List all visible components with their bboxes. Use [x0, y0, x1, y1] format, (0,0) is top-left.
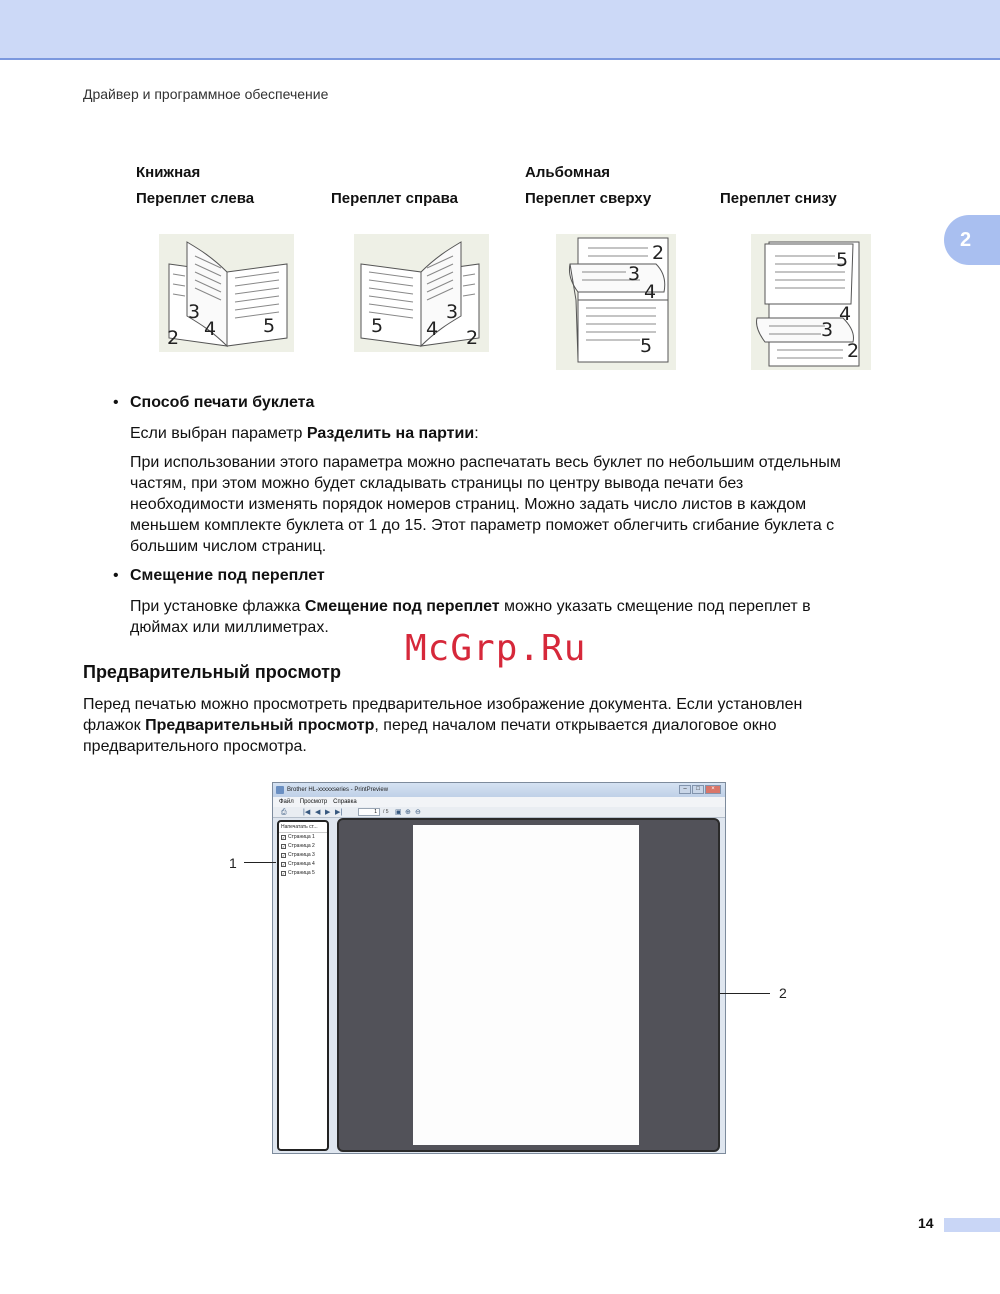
menu-view[interactable]: Просмотр: [299, 799, 328, 805]
digit-3: 3: [188, 301, 201, 323]
page-number-band: [944, 1218, 1000, 1232]
page-checkbox[interactable]: ✓: [282, 844, 286, 849]
booklet-body: При использовании этого параметра можно распечатать весь буклет по небольшим отдельным частям, при этом можно будет складывать страницы по центру вывода печати без необходимости изменять порядок номеров страниц. Можно задать число листов в каждом меньшем комплекте буклета от 1 до 15. Этот параметр поможет облегчить сгибание буклета с большим числом страниц.: [130, 454, 841, 555]
menubar: [273, 797, 725, 807]
window-title-bar: [273, 783, 725, 797]
binding-top-label: Переплет сверху: [525, 190, 652, 207]
page-checkbox[interactable]: ✓: [282, 871, 286, 876]
binding-left-label: Переплет слева: [136, 190, 255, 207]
fit-page-icon[interactable]: ▣: [395, 809, 402, 816]
gutter-offset-body: При установке флажка Смещение под переплет можно указать смещение под переплет в дюймах или миллиметрах.: [130, 598, 811, 636]
zoom-in-icon[interactable]: ⊕: [405, 809, 411, 816]
binding-bottom-illustration: [751, 234, 871, 370]
digit-2: 2: [652, 242, 665, 264]
watermark: McGrp.Ru: [405, 628, 587, 669]
gutter-offset-title: • Смещение под переплет: [113, 567, 325, 584]
pane-header: Напечатать ст...: [279, 822, 327, 833]
digit-3: 3: [446, 301, 459, 323]
page-checkbox[interactable]: ✓: [282, 853, 286, 858]
digit-2: 2: [466, 327, 479, 349]
binding-right-label: Переплет справа: [331, 190, 458, 207]
callout-1: 1: [229, 855, 237, 871]
page-item-5[interactable]: ✓ Страница 5: [282, 870, 315, 876]
menu-help[interactable]: Справка: [333, 799, 357, 805]
print-preview-window: [272, 782, 726, 1154]
minimize-button[interactable]: –: [679, 785, 691, 794]
running-head: Драйвер и программное обеспечение: [83, 86, 329, 102]
digit-5: 5: [836, 249, 849, 271]
toolbar: [273, 807, 725, 818]
preview-pane: [337, 818, 720, 1152]
landscape-label: Альбомная: [525, 164, 611, 181]
callout-2-line: [720, 993, 770, 994]
portrait-label: Книжная: [136, 164, 201, 181]
page-list-pane: [277, 820, 329, 1151]
digit-5: 5: [263, 315, 276, 337]
last-page-icon[interactable]: ▶|: [335, 809, 343, 816]
binding-bottom-label: Переплет снизу: [720, 190, 837, 207]
binding-top-illustration: [556, 234, 676, 370]
digit-5: 5: [371, 315, 384, 337]
binding-right-illustration: [354, 234, 489, 352]
page-item-1[interactable]: ✓ Страница 1: [282, 834, 315, 840]
prev-page-icon[interactable]: ◀: [315, 809, 321, 816]
preview-paragraph: Перед печатью можно просмотреть предварительное изображение документа. Если установлен флажок Предварительный просмотр, перед началом печати открывается диалоговое окно предварительного просмотра.: [83, 696, 803, 755]
page-number: 14: [918, 1215, 934, 1231]
binding-left-illustration: [159, 234, 294, 352]
preview-page: [413, 825, 639, 1145]
top-band: [0, 0, 1000, 60]
callout-2: 2: [779, 985, 787, 1001]
page-item-3[interactable]: ✓ Страница 3: [282, 852, 315, 858]
page-checkbox[interactable]: ✓: [282, 862, 286, 867]
print-icon[interactable]: ⎙: [281, 809, 287, 816]
digit-4: 4: [204, 318, 217, 340]
first-page-icon[interactable]: |◀: [303, 809, 311, 816]
close-button[interactable]: ×: [705, 785, 721, 794]
callout-1-line: [244, 862, 276, 863]
section-heading: Предварительный просмотр: [83, 662, 341, 682]
zoom-out-icon[interactable]: ⊖: [415, 809, 421, 816]
digit-4: 4: [839, 303, 852, 325]
page-item-4[interactable]: ✓ Страница 4: [282, 861, 315, 867]
booklet-method-title: • Способ печати буклета: [113, 394, 315, 411]
page-checkbox[interactable]: ✓: [282, 835, 286, 840]
maximize-button[interactable]: □: [692, 785, 704, 794]
menu-file[interactable]: Файл: [279, 799, 294, 805]
chapter-tab: 2: [944, 215, 1000, 265]
digit-2: 2: [847, 340, 860, 362]
page-item-2[interactable]: ✓ Страница 2: [282, 843, 315, 849]
digit-3: 3: [821, 319, 834, 341]
digit-4: 4: [644, 281, 657, 303]
digit-3: 3: [628, 263, 641, 285]
next-page-icon[interactable]: ▶: [325, 809, 331, 816]
digit-4: 4: [426, 318, 439, 340]
page-count: / 5: [383, 809, 389, 815]
page-number-input[interactable]: 1: [358, 808, 380, 816]
digit-2: 2: [167, 327, 180, 349]
booklet-intro: Если выбран параметр Разделить на партии:: [130, 425, 479, 442]
digit-5: 5: [640, 335, 653, 357]
window-title: Brother HL-xxxxxseries - PrintPreview: [287, 787, 389, 793]
app-icon: [276, 786, 284, 794]
